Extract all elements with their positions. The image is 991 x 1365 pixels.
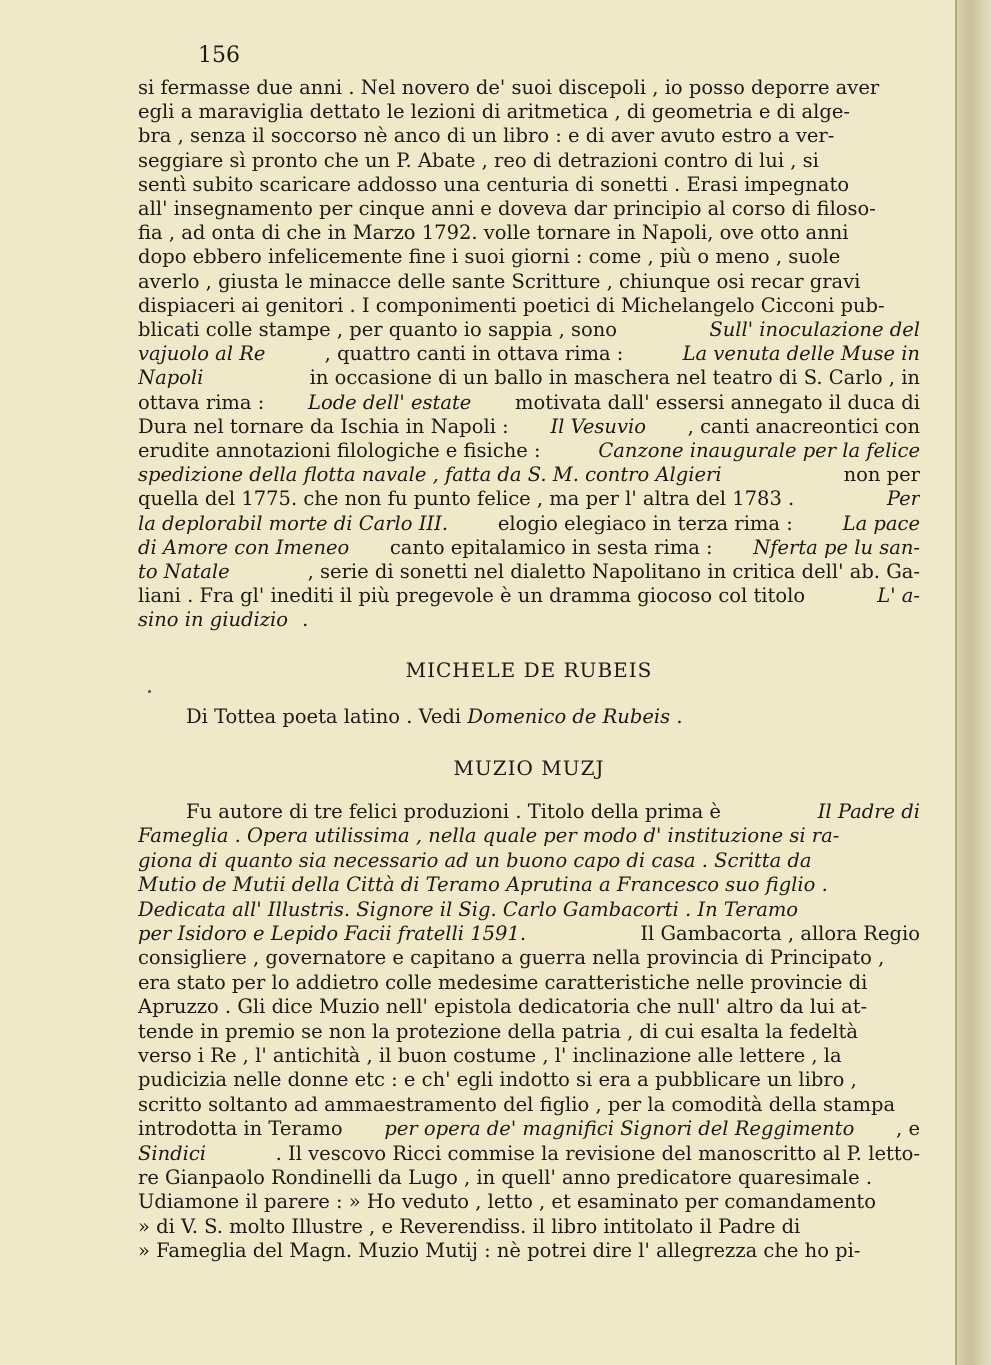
italic-title-text: Per (886, 487, 920, 511)
paragraph2-line (138, 1093, 920, 1117)
paragraph1-line (138, 173, 920, 197)
body-text: tende in premio se non la protezione della patria , di cui esalta la fedeltà (138, 1019, 858, 1043)
paragraph1-line (138, 366, 920, 390)
paragraph2-line (138, 898, 920, 922)
paragraph2-line (138, 849, 920, 873)
body-text: dopo ebbero infelicemente fine i suoi giorni : come , più o meno , suole (138, 245, 841, 269)
italic-title-text: La pace (842, 511, 920, 535)
paragraph1-line (138, 100, 920, 124)
body-text: bra , senza il soccorso nè anco di un libro : e di aver avuto estro a ver- (138, 124, 835, 148)
body-text: seggiare sì pronto che un P. Abate , reo di detrazioni contro di lui , si (138, 148, 819, 172)
crossref-link-name: Domenico de Rubeis (467, 705, 671, 728)
paragraph1-line (138, 439, 920, 463)
paragraph1-line (138, 124, 920, 148)
italic-title-text: per opera de' magnifici Signori del Reggimento (384, 1117, 855, 1141)
paragraph1-line (138, 342, 920, 366)
italic-title-text: vajuolo al Re (138, 342, 266, 366)
body-text: introdotta in Teramo (138, 1117, 349, 1141)
paragraph2-line (138, 995, 920, 1019)
paragraph2-line (138, 873, 920, 897)
body-text: dispiaceri ai genitori . I componimenti poetici di Michelangelo Cicconi pub- (138, 293, 885, 317)
body-text: , canti anacreontici con (681, 414, 920, 438)
italic-title-text: L' a- (877, 584, 920, 608)
body-text: all' insegnamento per cinque anni e doveva dar principio al corso di filoso- (138, 197, 876, 220)
crossref-end: . (670, 705, 683, 728)
italic-title-text: di Amore con Imeneo (138, 535, 350, 559)
paragraph2-line (138, 1190, 920, 1214)
paragraph1-line (138, 512, 920, 536)
italic-title-text: Il Vesuvio (550, 414, 646, 438)
paragraph1-line (138, 463, 920, 487)
italic-title-text: Dedicata all' Illustris. Signore il Sig. Carlo Gambacorti . In Teramo (138, 897, 799, 921)
body-text: egli a maraviglia dettato le lezioni di aritmetica , di geometria e di alge- (138, 100, 850, 124)
body-text: , serie di sonetti nel dialetto Napolitano in critica dell' ab. Ga- (301, 560, 920, 583)
paragraph2-line (138, 1117, 920, 1141)
paragraph2-line (138, 1044, 920, 1068)
body-text: sentì subito scaricare addosso una centuria di sonetti . Erasi impegnato (138, 172, 850, 196)
italic-title-text: La venuta delle Muse in (682, 342, 920, 366)
paragraph1-line (138, 608, 920, 632)
heading-michele-de-rubeis: MICHELE DE RUBEIS (405, 658, 653, 682)
paragraph2-line (138, 946, 920, 970)
body-text: . Il vescovo Ricci commise la revisione del manoscritto al P. letto- (269, 1141, 920, 1165)
body-text: consigliere , governatore e capitano a guerra nella provincia di Principato , (138, 946, 885, 970)
body-text: si fermasse due anni . Nel novero de' suoi discepoli , io posso deporre aver (138, 76, 880, 99)
paragraph1-line (138, 318, 920, 342)
body-text: » Fameglia del Magn. Muzio Mutij : nè potrei dire l' allegrezza che ho pi- (138, 1239, 861, 1263)
body-text: . (295, 608, 309, 632)
paragraph2-line (138, 1142, 920, 1166)
paragraph1-line (138, 294, 920, 318)
body-text: in occasione di un ballo in maschera nel teatro di S. Carlo , in (303, 366, 920, 390)
paragraph1-line (138, 536, 920, 560)
crossref-text: Di Tottea poeta latino . Vedi (186, 705, 468, 728)
italic-title-text: spedizione della flotta navale , fatta da S. M. contro Algieri (138, 463, 722, 487)
body-text: erudite annotazioni filologiche e fisiche : (138, 439, 547, 462)
body-text: blicati colle stampe , per quanto io sappia , sono (138, 318, 624, 341)
italic-title-text: Sindici (138, 1141, 207, 1165)
body-text: re Gianpaolo Rondinelli da Lugo , in quell' anno predicatore quaresimale . (138, 1166, 873, 1189)
italic-title-text: per Isidoro e Lepido Facii fratelli 1591. (138, 922, 527, 945)
print-speck (148, 690, 151, 693)
paragraph1-line (138, 221, 920, 245)
paragraph2-line (138, 971, 920, 995)
paragraph2-line (138, 1239, 920, 1263)
paragraph1-line (138, 560, 920, 584)
paragraph2-line (186, 800, 920, 824)
body-text: , quattro canti in ottava rima : (318, 342, 630, 366)
body-text: Apruzzo . Gli dice Muzio nell' epistola dedicatoria che null' altro da lui at- (138, 995, 868, 1019)
italic-title-text: Lode dell' estate (308, 390, 472, 414)
paragraph1-line (138, 76, 920, 100)
paragraph2-line (138, 824, 920, 848)
body-text: scritto soltanto ad ammaestramento del figlio , per la comodità della stampa (138, 1092, 896, 1116)
italic-title-text: la deplorabil morte di Carlo III. (138, 511, 449, 535)
paragraph1-line (138, 149, 920, 173)
body-text: fia , ad onta di che in Marzo 1792. volle tornare in Napoli, ove otto anni (138, 221, 849, 245)
italic-title-text: Mutio de Mutii della Città di Teramo Aprutina a Francesco suo figlio . (138, 873, 828, 897)
paragraph1-line (138, 245, 920, 269)
body-text: pudicizia nelle donne etc : e ch' egli indotto si era a pubblicare un libro , (138, 1068, 857, 1092)
paragraph2-line (138, 1068, 920, 1092)
paragraph2-line (138, 1215, 920, 1239)
body-text: Dura nel tornare da Ischia in Napoli : (138, 414, 515, 438)
body-text: » di V. S. molto Illustre , e Reverendiss. il libro intitolato il Padre di (138, 1214, 801, 1238)
italic-title-text: Fameglia . Opera utilissima , nella quale per modo d' instituzione si ra- (138, 824, 840, 848)
body-text: Fu autore di tre felici produzioni . Titolo della prima è (186, 800, 728, 823)
italic-title-text: giona di quanto sia necessario ad un buono capo di casa . Scritta da (138, 848, 812, 872)
body-text: quella del 1775. che non fu punto felice , ma per l' altra del 1783 . (138, 487, 801, 511)
italic-title-text: Canzone inaugurale per la felice (598, 439, 920, 462)
page-edge (955, 0, 991, 1365)
paragraph1-line (138, 584, 920, 608)
body-text: motivata dall' essersi annegato il duca di (508, 390, 920, 414)
paragraph1-line (138, 391, 920, 415)
paragraph1-line (138, 270, 920, 294)
italic-title-text: Napoli (138, 366, 204, 390)
paragraph1-line (138, 487, 920, 511)
body-text: verso i Re , l' antichità , il buon costume , l' inclinazione alle lettere , la (138, 1044, 842, 1067)
body-text: non per (837, 463, 920, 487)
paragraph2-line (138, 922, 920, 946)
paragraph2-line (138, 1020, 920, 1044)
body-text: Udiamone il parere : » Ho veduto , letto , et esaminato per comandamento (138, 1190, 876, 1214)
paragraph2-line (138, 1166, 920, 1190)
paragraph1-line (138, 197, 920, 221)
body-text: liani . Fra gl' inediti il più pregevole è un dramma giocoso col titolo (138, 584, 812, 608)
italic-title-text: sino in giudizio (138, 608, 288, 632)
body-text: canto epitalamico in sesta rima : (383, 535, 719, 559)
paragraph1-line (138, 415, 920, 439)
body-text: , e (889, 1117, 920, 1141)
body-text: ottava rima : (138, 390, 271, 414)
italic-title-text: Sull' inoculazione del (709, 318, 920, 341)
italic-title-text: to Natale (138, 560, 230, 583)
crossref-line (186, 704, 683, 730)
body-text: Il Gambacorta , allora Regio (634, 922, 920, 945)
page-number: 156 (198, 43, 240, 68)
italic-title-text: Il Padre di (817, 800, 920, 823)
italic-title-text: Nferta pe lu san- (753, 535, 920, 559)
heading-muzio-muzj: MUZIO MUZJ (453, 756, 605, 780)
body-text: era stato per lo addietro colle medesime caratteristiche nelle provincie di (138, 970, 868, 994)
body-text: averlo , giusta le minacce delle sante Scritture , chiunque osi recar gravi (138, 269, 861, 293)
body-text: elogio elegiaco in terza rima : (491, 511, 800, 535)
